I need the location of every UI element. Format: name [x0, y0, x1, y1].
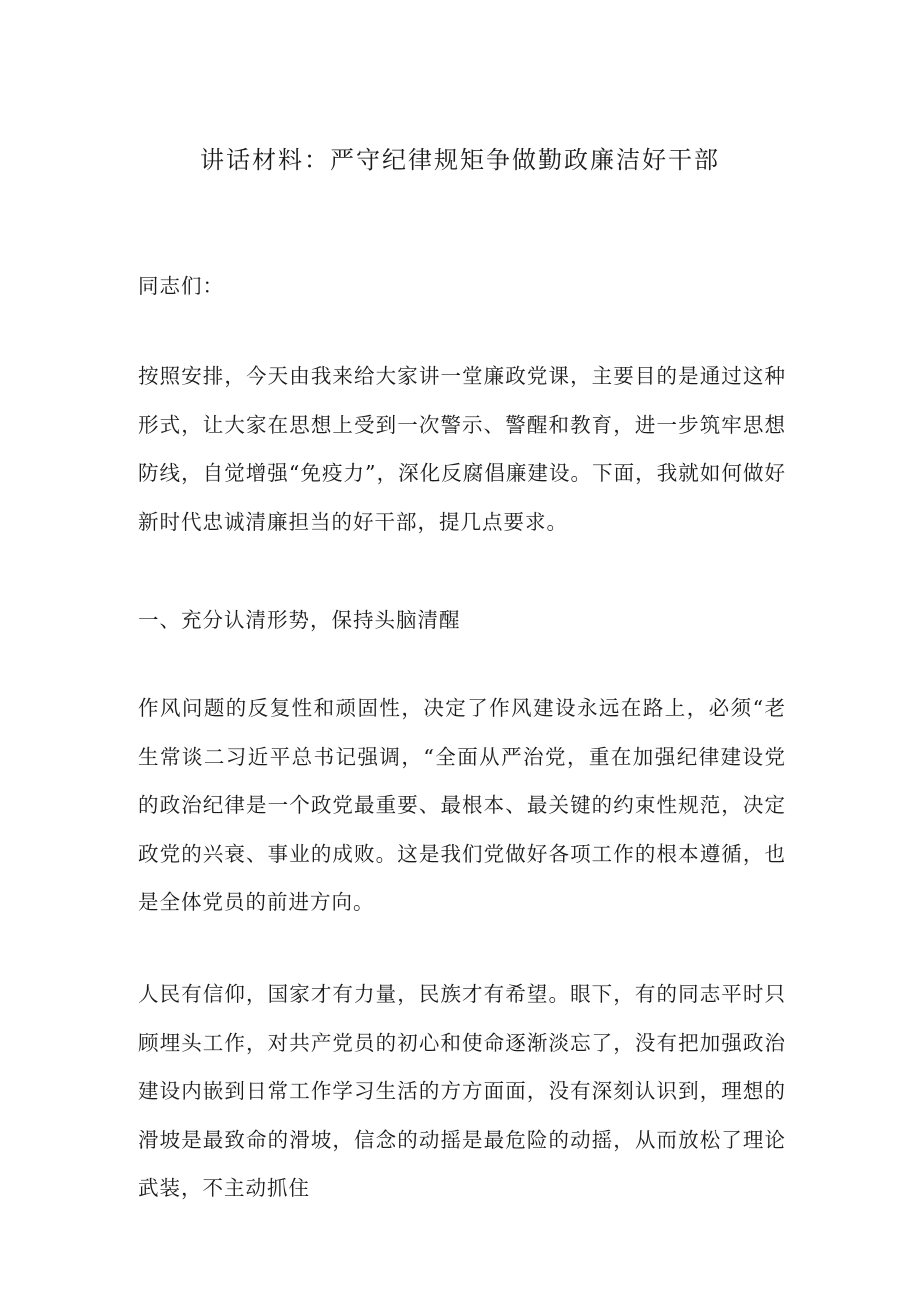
section-heading: 一、充分认清形势，保持头脑清醒 [138, 608, 461, 632]
section-paragraph: 人民有信仰，国家才有力量，民族才有希望。眼下，有的同志平时只顾埋头工作，对共产党员的初心和使命逐渐淡忘了，没有把加强政治建设内嵌到日常工作学习生活的方方面面，没有深刻认识到，理想的滑坡是最致命的滑坡，信念的动摇是最危险的动摇，从而放松了理论武装，不主动抓住 [138, 982, 786, 1200]
intro-paragraph: 按照安排，今天由我来给大家讲一堂廉政党课，主要目的是通过这种形式，让大家在思想上受到一次警示、警醒和教育，进一步筑牢思想防线，自觉增强“免疫力”，深化反腐倡廉建设。下面，我就如何做好新时代忠诚清廉担当的好干部，提几点要求。 [138, 364, 786, 534]
document-title: 讲话材料：严守纪律规矩争做勤政廉洁好干部 [200, 146, 720, 174]
section-paragraph: 作风问题的反复性和顽固性，决定了作风建设永远在路上，必须“老生常谈二习近平总书记强调，“全面从严治党，重在加强纪律建设党的政治纪律是一个政党最重要、最根本、最关键的约束性规范，决定政党的兴衰、事业的成败。这是我们党做好各项工作的根本遵循，也是全体党员的前进方向。 [138, 696, 786, 914]
greeting: 同志们： [138, 274, 224, 298]
